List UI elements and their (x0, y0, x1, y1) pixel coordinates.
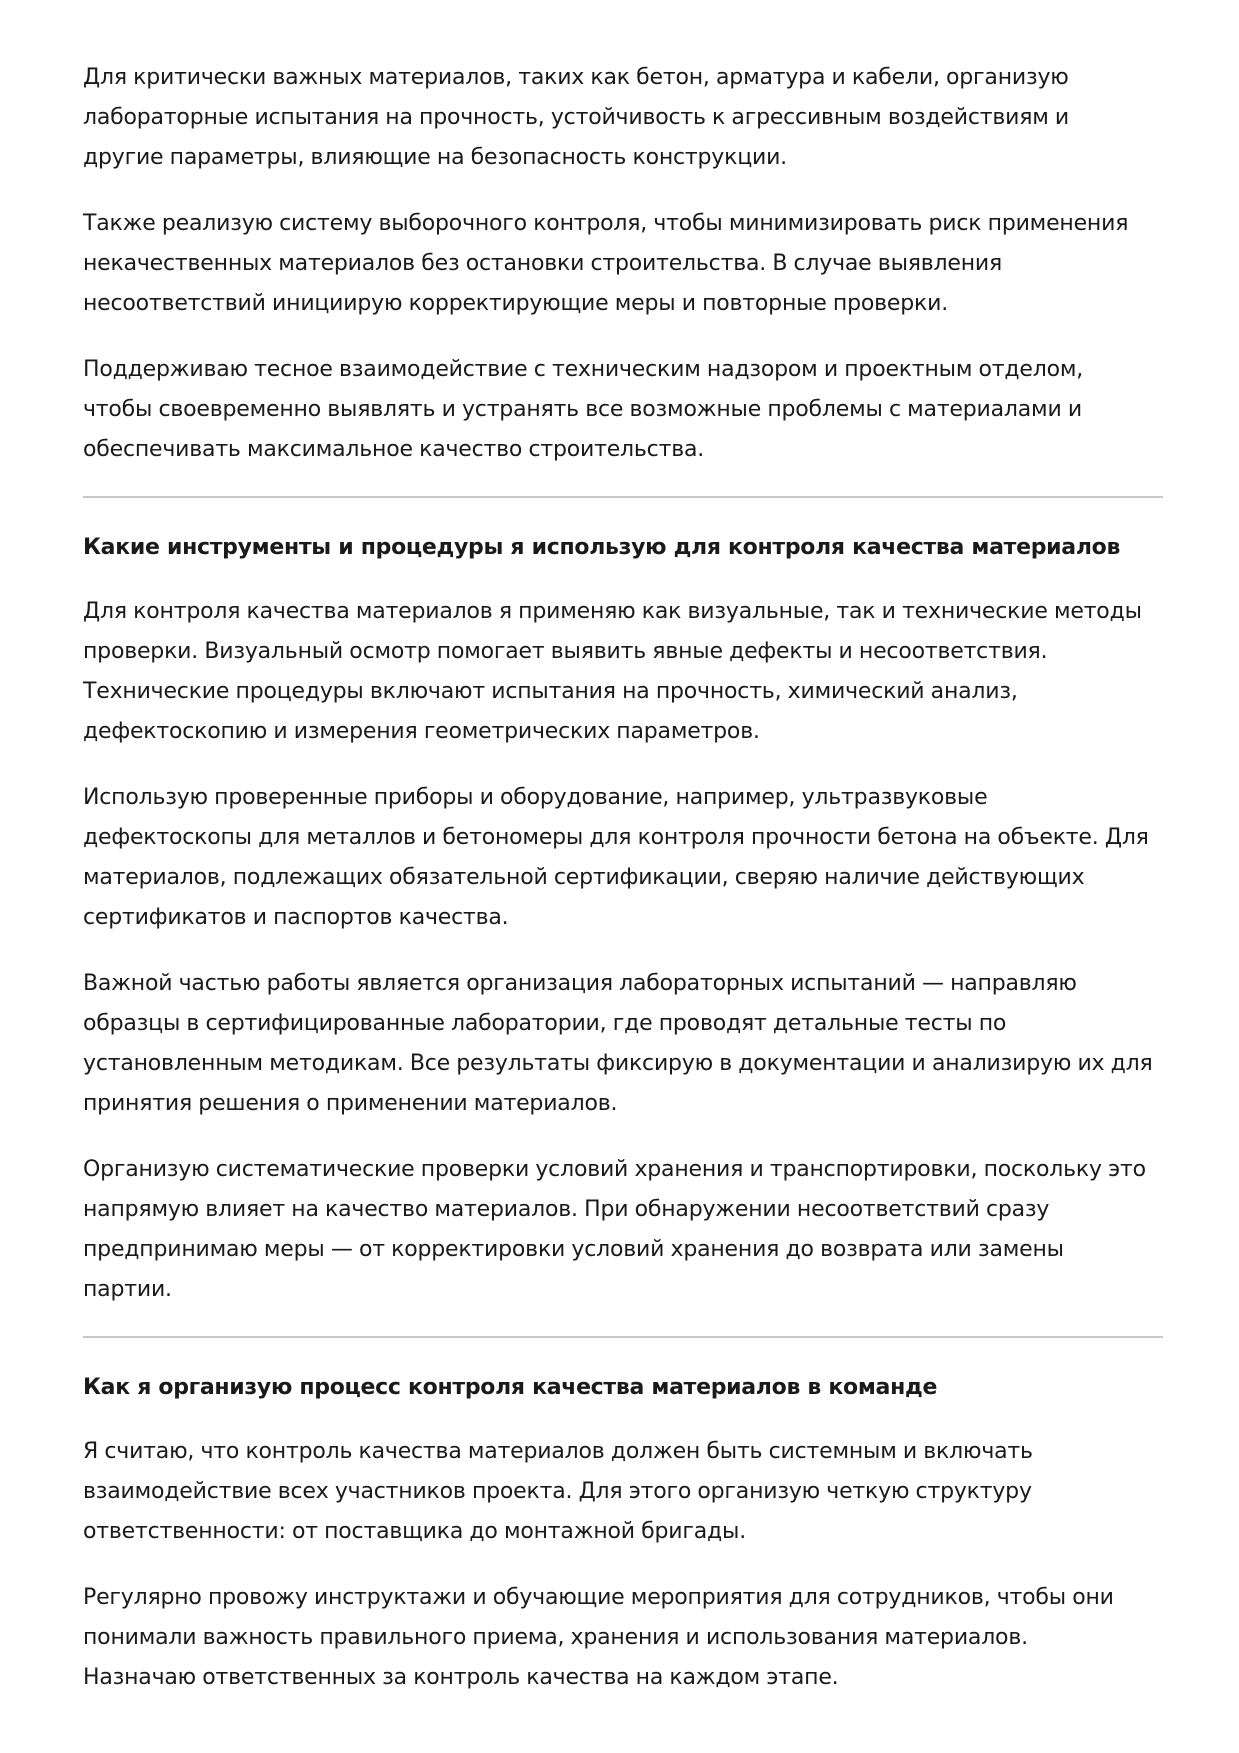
text-line: Организую систематические проверки условий хранения и транспортировки, поскольку это (83, 1157, 1146, 1182)
paragraph (83, 592, 1163, 752)
text-line: напрямую влияет на качество материалов. При обнаружении несоответствий сразу (83, 1197, 1050, 1222)
text-line: сертификатов и паспортов качества. (83, 905, 509, 930)
text-line: Я считаю, что контроль качества материалов должен быть системным и включать (83, 1439, 1033, 1464)
paragraph (83, 58, 1163, 178)
text-line: понимали важность правильного приема, хранения и использования материалов. (83, 1625, 1028, 1650)
paragraph (83, 778, 1163, 938)
document-page (83, 58, 1163, 1724)
section-intro (83, 58, 1163, 470)
section-divider (83, 496, 1163, 498)
text-line: обеспечивать максимальное качество строительства. (83, 437, 705, 462)
text-line: Поддерживаю тесное взаимодействие с техническим надзором и проектным отделом, (83, 357, 1084, 382)
text-line: Для контроля качества материалов я применяю как визуальные, так и технические методы (83, 599, 1142, 624)
text-line: ответственности: от поставщика до монтажной бригады. (83, 1519, 746, 1544)
text-line: лабораторные испытания на прочность, устойчивость к агрессивным воздействиям и (83, 105, 1070, 130)
section-divider (83, 1336, 1163, 1338)
text-line: Для критически важных материалов, таких как бетон, арматура и кабели, организую (83, 65, 1069, 90)
paragraph (83, 350, 1163, 470)
paragraph (83, 204, 1163, 324)
paragraph (83, 1150, 1163, 1310)
text-line: Также реализую систему выборочного контроля, чтобы минимизировать риск применения (83, 211, 1129, 236)
text-line: Назначаю ответственных за контроль качества на каждом этапе. (83, 1665, 839, 1690)
text-line: взаимодействие всех участников проекта. Для этого организую четкую структуру (83, 1479, 1032, 1504)
text-line: образцы в сертифицированные лаборатории, где проводят детальные тесты по (83, 1011, 1007, 1036)
text-line: принятия решения о применении материалов. (83, 1091, 618, 1116)
text-line: проверки. Визуальный осмотр помогает выявить явные дефекты и несоответствия. (83, 639, 1048, 664)
text-line: партии. (83, 1277, 172, 1302)
text-line: Важной частью работы является организация лабораторных испытаний — направляю (83, 971, 1077, 996)
text-line: дефектоскопы для металлов и бетономеры для контроля прочности бетона на объекте. Для (83, 825, 1149, 850)
text-line: Регулярно провожу инструктажи и обучающие мероприятия для сотрудников, чтобы они (83, 1585, 1114, 1610)
section-tools (83, 528, 1163, 1310)
paragraph (83, 1578, 1163, 1698)
text-line: дефектоскопию и измерения геометрических параметров. (83, 719, 760, 744)
section-heading: Какие инструменты и процедуры я использую для контроля качества материалов (83, 535, 1121, 560)
text-line: предпринимаю меры — от корректировки условий хранения до возврата или замены (83, 1237, 1064, 1262)
paragraph (83, 1432, 1163, 1552)
text-line: Технические процедуры включают испытания на прочность, химический анализ, (83, 679, 1018, 704)
text-line: некачественных материалов без остановки строительства. В случае выявления (83, 251, 1003, 276)
text-line: чтобы своевременно выявлять и устранять все возможные проблемы с материалами и (83, 397, 1082, 422)
text-line: несоответствий инициирую корректирующие меры и повторные проверки. (83, 291, 948, 316)
section-heading: Как я организую процесс контроля качества материалов в команде (83, 1375, 938, 1400)
text-line: установленным методикам. Все результаты фиксирую в документации и анализирую их для (83, 1051, 1153, 1076)
paragraph (83, 964, 1163, 1124)
text-line: другие параметры, влияющие на безопасность конструкции. (83, 145, 787, 170)
text-line: материалов, подлежащих обязательной сертификации, сверяю наличие действующих (83, 865, 1085, 890)
section-team (83, 1368, 1163, 1698)
text-line: Использую проверенные приборы и оборудование, например, ультразвуковые (83, 785, 988, 810)
